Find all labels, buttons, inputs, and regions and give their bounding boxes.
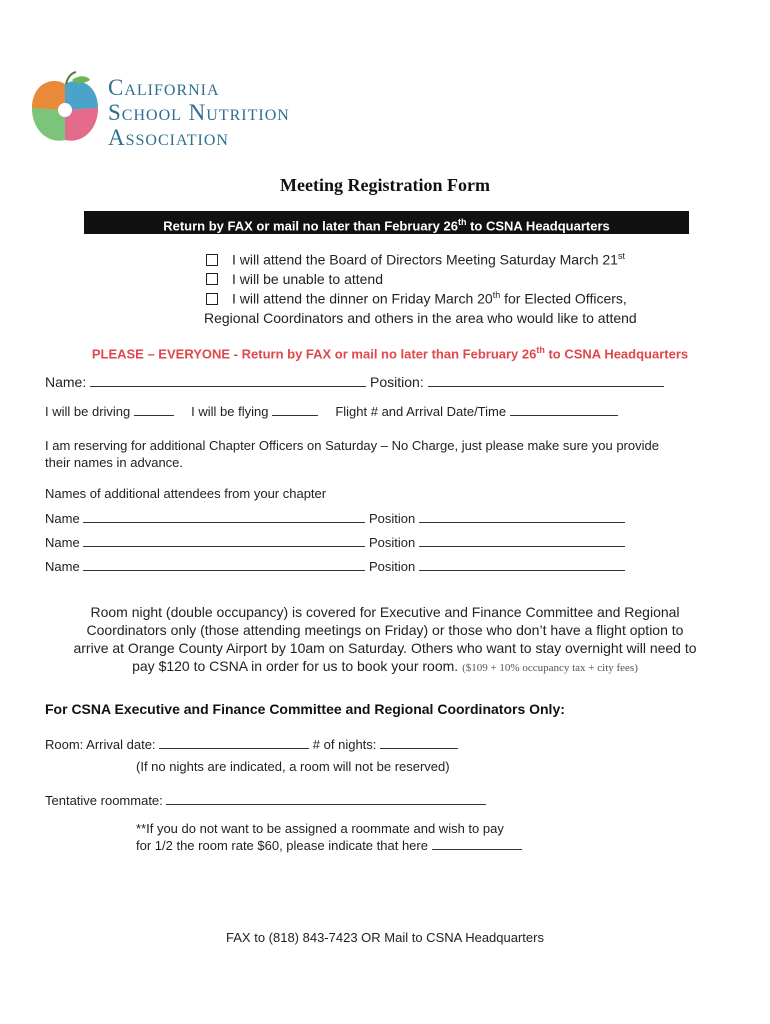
attendee-row-1 [45,510,625,526]
attendee-name-field[interactable] [83,534,365,547]
reminder-text-end: to CSNA Headquarters [544,346,689,362]
attendee-position-field[interactable] [419,558,625,571]
option-text: I will attend the Board of Directors Meeting Saturday March 21 [232,251,618,268]
room-paragraph-line-3: arrive at Orange County Airport by 10am on Saturday. Others who want to stay overnight will need to [73,640,697,656]
reminder-text: PLEASE – EVERYONE - Return by FAX or mail no later than February 26 [91,346,537,362]
checkbox[interactable] [206,273,218,285]
attendee-position-label: Position [368,559,416,574]
fax-footer: FAX to (818) 843-7423 OR Mail to CSNA Headquarters [226,930,544,945]
flight-label: Flight # and Arrival Date/Time [335,404,507,419]
checkbox[interactable] [206,254,218,266]
room-paragraph-line-1: Room night (double occupancy) is covered for Executive and Finance Committee and Regional [90,604,680,620]
option-text: I will be unable to attend [232,271,383,287]
attendees-heading: Names of additional attendees from your chapter [45,486,327,501]
logo-line-2: School Nutrition [108,100,290,125]
attendee-name-label: Name [45,559,80,574]
roommate-note [136,820,522,854]
option-board-meeting[interactable] [206,251,625,268]
roommate-field[interactable] [166,792,486,805]
flight-field[interactable] [510,403,618,416]
nights-label: # of nights: [312,737,377,752]
nights-field[interactable] [380,736,458,749]
attendee-position-label: Position [368,511,416,526]
attendee-name-field[interactable] [83,558,365,571]
room-paragraph-line-2: Coordinators only (those attending meetings on Friday) or those who don’t have a flight option to [86,622,684,638]
driving-field[interactable] [134,403,174,416]
banner-sup: th [457,217,467,227]
option-dinner[interactable] [206,290,627,307]
arrival-label: Room: Arrival date: [45,737,156,752]
position-label: Position: [370,374,424,390]
apple-logo-icon [26,70,104,148]
arrival-field[interactable] [159,736,309,749]
deadline-reminder [0,345,770,361]
room-paragraph-line-4: pay $120 to CSNA in order for us to book your room. [132,658,459,674]
reserving-note-line-2: their names in advance. [45,455,184,470]
roommate-label: Tentative roommate: [45,793,163,808]
roommate-note-line-1: **If you do not want to be assigned a roommate and wish to pay [136,821,504,836]
reminder-sup: th [536,345,545,355]
travel-row [45,403,618,419]
option-sup: th [492,290,501,300]
room-arrival-row [45,736,458,752]
attendee-position-label: Position [368,535,416,550]
attendee-position-field[interactable] [419,534,625,547]
reserving-note-line-1: I am reserving for additional Chapter Officers on Saturday – No Charge, just please make sure you provide [45,438,659,453]
attendee-position-field[interactable] [419,510,625,523]
driving-label: I will be driving [45,404,131,419]
position-field[interactable] [428,374,664,387]
logo-line-3: Association [108,125,229,150]
option-dinner-line-2: Regional Coordinators and others in the area who would like to attend [204,310,637,326]
nights-note: (If no nights are indicated, a room will not be reserved) [136,759,450,774]
attendee-row-3 [45,558,625,574]
attendee-name-label: Name [45,511,80,526]
option-unable[interactable] [206,271,383,287]
attendee-name-field[interactable] [83,510,365,523]
room-paragraph [0,603,770,677]
exec-heading: For CSNA Executive and Finance Committee and Regional Coordinators Only: [45,701,565,717]
attendee-name-label: Name [45,535,80,550]
csna-logo [26,70,336,150]
logo-line-1: California [108,75,220,100]
name-position-row [45,374,664,390]
reserving-note [45,437,659,471]
deadline-banner [84,211,689,234]
half-rate-field[interactable] [432,837,522,850]
banner-text: Return by FAX or mail no later than February 26 [163,218,458,234]
name-field[interactable] [90,374,366,387]
name-label: Name: [45,374,87,390]
form-title: Meeting Registration Form [280,175,490,195]
checkbox[interactable] [206,293,218,305]
option-text: I will attend the dinner on Friday March 20 [232,290,493,307]
roommate-row [45,792,486,808]
attendee-row-2 [45,534,625,550]
room-fee-note: ($109 + 10% occupancy tax + city fees) [462,662,638,674]
flying-label: I will be flying [191,404,269,419]
option-sup: st [617,251,625,261]
option-text-end: for Elected Officers, [500,290,627,307]
roommate-note-line-2: for 1/2 the room rate $60, please indicate that here [136,838,428,853]
flying-field[interactable] [272,403,318,416]
banner-text-end: to CSNA Headquarters [466,218,610,234]
